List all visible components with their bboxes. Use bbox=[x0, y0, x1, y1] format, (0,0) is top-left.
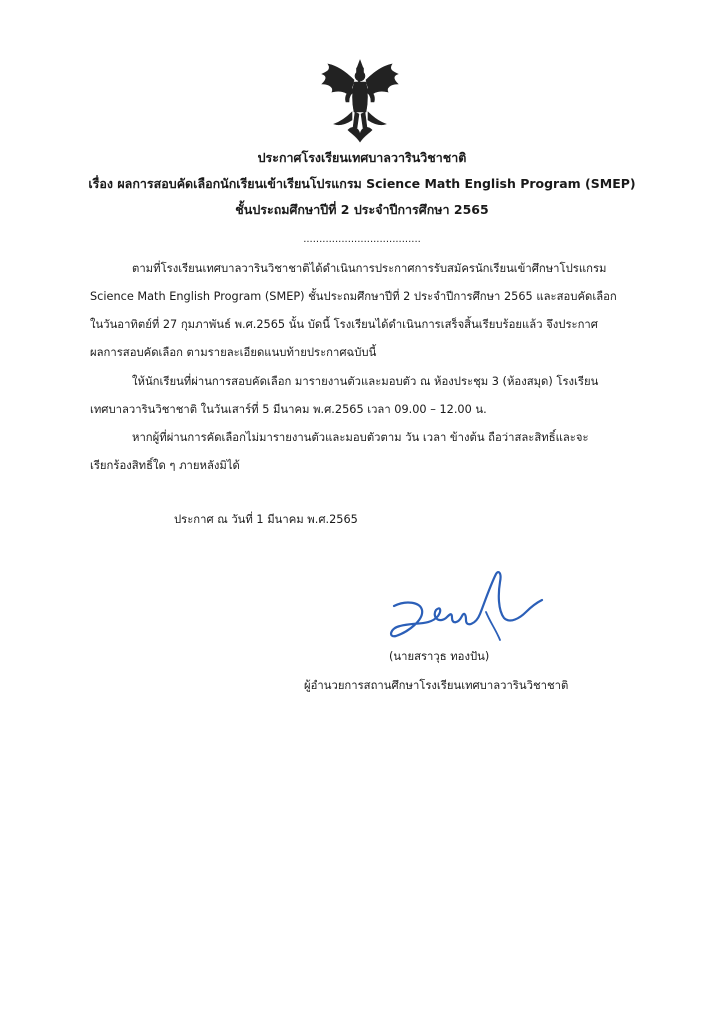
announcement-grade-year: ชั้นประถมศึกษาปีที่ 2 ประจำปีการศึกษา 2565 bbox=[235, 202, 489, 217]
signatory-position: ผู้อำนวยการสถานศึกษาโรงเรียนเทศบาลวารินวิชาชาติ bbox=[304, 679, 569, 692]
paragraph-2-line-1: ให้นักเรียนที่ผ่านการสอบคัดเลือก มารายงานตัวและมอบตัว ณ ห้องประชุม 3 (ห้องสมุด) โรงเรียน bbox=[132, 375, 599, 388]
signature-icon bbox=[386, 566, 546, 652]
announcement-date: ประกาศ ณ วันที่ 1 มีนาคม พ.ศ.2565 bbox=[174, 513, 358, 526]
paragraph-1-line-3: ในวันอาทิตย์ที่ 27 กุมภาพันธ์ พ.ศ.2565 นั้น บัดนี้ โรงเรียนได้ดำเนินการเสร็จสิ้นเรียบร้อยแล้ว จึงประกาศ bbox=[90, 318, 598, 331]
paragraph-2-line-2: เทศบาลวารินวิชาชาติ ในวันเสาร์ที่ 5 มีนาคม พ.ศ.2565 เวลา 09.00 – 12.00 น. bbox=[90, 403, 487, 416]
paragraph-3-line-2: เรียกร้องสิทธิ์ใด ๆ ภายหลังมิได้ bbox=[90, 459, 240, 472]
garuda-emblem-icon bbox=[318, 58, 402, 144]
dotted-divider: ..................................... bbox=[303, 234, 421, 245]
signatory-name: (นายสราวุธ ทองปัน) bbox=[389, 650, 490, 663]
announcement-title: ประกาศโรงเรียนเทศบาลวารินวิชาชาติ bbox=[257, 150, 467, 165]
paragraph-1-line-4: ผลการสอบคัดเลือก ตามรายละเอียดแนบท้ายประกาศฉบับนี้ bbox=[90, 346, 377, 359]
paragraph-1-line-1: ตามที่โรงเรียนเทศบาลวารินวิชาชาติได้ดำเนินการประกาศการรับสมัครนักเรียนเข้าศึกษาโปรแกรม bbox=[132, 262, 607, 275]
paragraph-1-line-2: Science Math English Program (SMEP) ชั้นประถมศึกษาปีที่ 2 ประจำปีการศึกษา 2565 และสอบคัดเลือก bbox=[90, 290, 617, 303]
paragraph-3-line-1: หากผู้ที่ผ่านการคัดเลือกไม่มารายงานตัวและมอบตัวตาม วัน เวลา ข้างต้น ถือว่าสละสิทธิ์และจะ bbox=[132, 431, 589, 444]
announcement-subject: เรื่อง ผลการสอบคัดเลือกนักเรียนเข้าเรียนโปรแกรม Science Math English Program (SMEP) bbox=[88, 176, 636, 191]
